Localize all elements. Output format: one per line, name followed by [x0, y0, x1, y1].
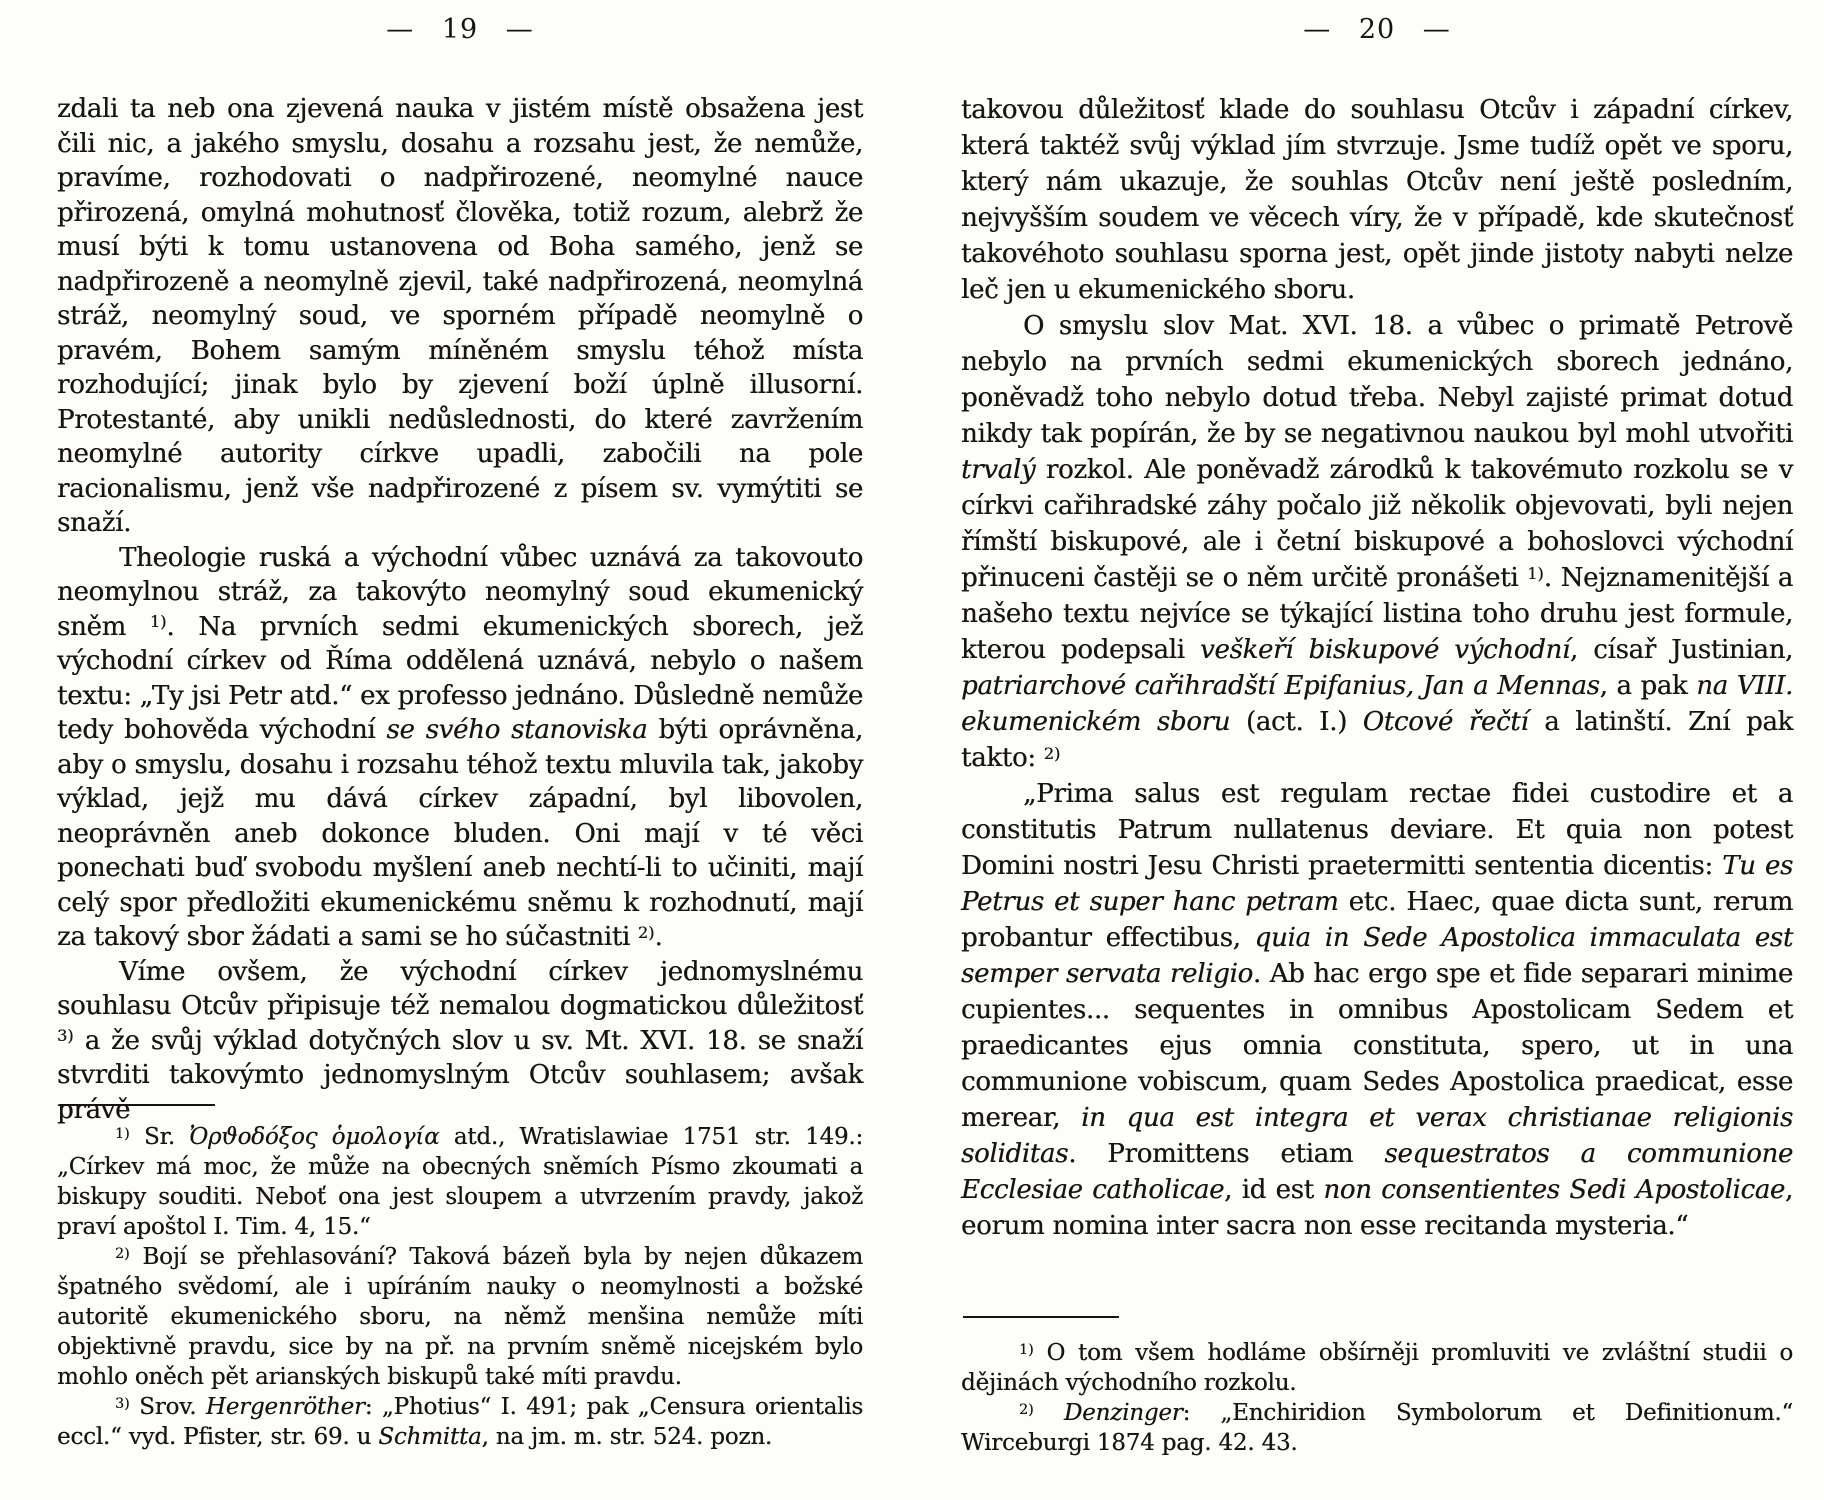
text-run	[1034, 1400, 1064, 1426]
text-run: (act. I.)	[1230, 707, 1363, 737]
text-run: atd., Wratislawiae 1751 str. 149.: „Církev má moc, že může na obecných sněmích Písmo zkoumati a biskupy souditi. Neboť ona jest sloupem a utvrzením pravdy, jakož praví apoštol I. Tim. 4, 15.“	[57, 1124, 863, 1240]
paragraph	[961, 92, 1793, 308]
text-run: zdali ta neb ona zjevená nauka v jistém místě obsažena jest čili nic, a jakého smyslu, dosahu a rozsahu jest, že nemůže, pravíme, rozhodovati o nadpřirozené, neomylné nauce přirozená, omylná mohutnosť člověka, totiž rozum, alebrž že musí býti k tomu ustanovena od Boha samého, jenž se nadpřirozeně a neomylně zjevil, také nadpřirozená, neomylná stráž, neomylný soud, ve sporném případě neomylně o pravém, Bohem samým míněném smyslu téhož místa rozhodující; jinak bylo by zjevení boží úplně illusorní. Protestanté, aby unikli nedůslednosti, do které zavržením neomylné autority církve upadli, zabočili na pole racionalismu, jenž vše nadpřirozené z písem sv. vymýtiti se snaží.	[57, 94, 863, 538]
footnote-ref: 2)	[1043, 743, 1061, 763]
text-run: býti oprávněna, aby o smyslu, dosahu i rozsahu téhož textu mluvila tak, jakoby výklad, jejž mu dává církev západní, byl libovolen, neoprávněn aneb dokonce bluden. Oni mají v té věci ponechati buď svobodu myšlení aneb nechtí-li to učiniti, mají celý spor předložiti ekumenickému sněmu k rozhodnutí, mají za takový sbor žádati a sami se ho súčastniti	[57, 715, 863, 952]
italic-run: Tu es Petrus et super hanc petram	[961, 851, 1793, 917]
footnote-ref: 2)	[637, 922, 655, 942]
text-run: O tom všem hodláme obšírněji promluviti ve zvláštní studii o dějinách východního rozkolu.	[961, 1340, 1793, 1396]
footnote-ref: 2)	[115, 1245, 130, 1262]
italic-run: sequestratos a communione Ecclesiae catholicae	[961, 1139, 1793, 1205]
text-run: : „Photius“ I. 491; pak „Censura orientalis eccl.“ vyd. Pfister, str. 69. u	[57, 1394, 863, 1450]
footnote-separator	[963, 1316, 1119, 1318]
text-run: takovou důležitosť klade do souhlasu Otcův i západní církev, která taktéž svůj výklad jím stvrzuje. Jsme tudíž opět ve sporu, který nám ukazuje, že souhlas Otcův není ještě posledním, nejvyšším soudem ve věcech víry, že v případě, kde skutečnosť takovéhoto souhlasu sporna jest, opět jinde jistoty nabyti nelze leč jen u ekumenického sboru.	[961, 95, 1793, 305]
footnote	[57, 1242, 863, 1392]
text-run: a že svůj výklad dotyčných slov u sv. Mt. XVI. 18. se snaží stvrditi takovýmto jednomyslným Otcův souhlasem; avšak právě	[57, 1025, 863, 1125]
page-body-text	[961, 92, 1793, 1244]
footnote-ref: 1)	[1019, 1341, 1034, 1358]
text-run: a latinští. Zní pak takto:	[961, 707, 1794, 773]
italic-run: Schmitta	[378, 1424, 482, 1450]
page-19	[57, 0, 863, 1500]
footnote	[57, 1392, 863, 1452]
italic-run: na VIII. ekumenickém sboru	[961, 671, 1794, 737]
text-run: , eorum nomina inter sacra non esse recitanda mysteria.“	[961, 1175, 1793, 1241]
paragraph	[961, 308, 1793, 776]
page-20	[961, 0, 1793, 1500]
footnote-separator	[59, 1104, 215, 1106]
text-run: .	[654, 922, 663, 952]
text-run: , na jm. m. str. 524. pozn.	[481, 1424, 773, 1450]
text-run: , id est	[1224, 1175, 1324, 1205]
text-run: O smyslu slov Mat. XVI. 18. a vůbec o primatě Petrově nebylo na prvních sedmi ekumenických sborech jednáno, poněvadž toho nebylo dotud třeba. Nebyl zajisté primat dotud nikdy tak popírán, že by se negativnou naukou byl mohl utvořiti	[961, 311, 1793, 449]
footnote-ref: 1)	[115, 1125, 130, 1142]
italic-run: trvalý	[961, 455, 1036, 485]
italic-run: non consentientes Sedi Apostolicae	[1323, 1175, 1786, 1205]
text-run: . Ab hac ergo spe et fide separari minime cupientes... sequentes in omnibus Apostolicam Sedem et praedicantes ejus omnia constituta, spero, ut in una communione vobiscum, quam Sedes Apostolica praedicat, esse merear,	[961, 959, 1793, 1133]
text-run: rozkol. Ale poněvadž zárodků k takovémuto rozkolu se v církvi cařihradské záhy počalo již několik objevovati, byli nejen římští biskupové, ale i četní biskupové a bohoslovci východní přinuceni častěji se o něm určitě pronášeti	[961, 455, 1793, 593]
italic-run: Ὀρϑοδόξος ὁμολογία	[189, 1124, 440, 1150]
footnotes-section	[57, 1122, 863, 1452]
text-run: Sr.	[129, 1124, 190, 1150]
footnote-ref: 3)	[57, 1026, 74, 1046]
text-run: . Promittens etiam	[1068, 1139, 1385, 1169]
text-run: Víme ovšem, že východní církev jednomyslnému souhlasu Otcův připisuje též nemalou dogmatickou důležitosť	[57, 956, 863, 1021]
footnote-ref: 2)	[1019, 1401, 1034, 1418]
text-run: . Nejznamenitější a našeho textu nejvíce se týkající listina toho druhu jest formule, kterou podepsali	[961, 563, 1793, 665]
footnote	[57, 1122, 863, 1242]
page-body-text	[57, 92, 863, 1127]
paragraph	[57, 541, 863, 955]
italic-run: quia in Sede Apostolica immaculata est semper servata religio	[961, 923, 1793, 989]
text-run: : „Enchiridion Symbolorum et Definitionum.“ Wirceburgi 1874 pag. 42. 43.	[961, 1400, 1793, 1456]
text-run: , a pak	[1599, 671, 1697, 701]
text-run: Bojí se přehlasování? Taková bázeň byla by nejen důkazem špatného svědomí, ale i upíráním nauky o neomylnosti a božské autoritě ekumenického sboru, na němž menšina nemůže míti objektivně pravdu, sice by na př. na prvním sněmě nicejském bylo mohlo oněch pět arianských biskupů také míti pravdu.	[57, 1244, 863, 1390]
paragraph	[57, 92, 863, 541]
italic-run: Hergenröther	[205, 1394, 365, 1420]
text-run: etc. Haec, quae dicta sunt, rerum probantur effectibus,	[961, 887, 1794, 953]
text-run: . Na prvních sedmi ekumenických sborech, jež východní církev od Říma oddělená uznává, nebylo o našem textu: „Ty jsi Petr atd.“ ex professo jednáno. Důsledně nemůže tedy bohověda východní	[57, 611, 863, 745]
text-run: Srov.	[129, 1394, 206, 1420]
italic-run: patriarchové cařihradští Epifanius, Jan a Mennas	[961, 671, 1600, 701]
footnote	[961, 1398, 1793, 1458]
footnote-ref: 1)	[1527, 563, 1544, 583]
footnote-ref: 1)	[149, 612, 167, 632]
text-run: „Prima salus est regulam rectae fidei custodire et a constitutis Patrum nullatenus deviare. Et quia non potest Domini nostri Jesu Christi praetermitti sententia dicentis:	[961, 779, 1793, 881]
footnote	[961, 1338, 1793, 1398]
page-number-header: — 20 —	[1303, 14, 1451, 45]
text-run: Theologie ruská a východní vůbec uznává za takovouto neomylnou stráž, za takovýto neomylný soud ekumenický sněm	[57, 542, 863, 642]
text-run: , císař Justinian,	[1569, 635, 1793, 665]
page-number-header: — 19 —	[386, 14, 534, 45]
italic-run: se svého stanoviska	[386, 715, 648, 745]
italic-run: in qua est integra et verax christianae religionis soliditas	[961, 1103, 1793, 1169]
italic-run: veškeří biskupové východní	[1199, 635, 1570, 665]
paragraph	[961, 776, 1793, 1244]
paragraph	[57, 955, 863, 1128]
italic-run: Otcové řečtí	[1362, 707, 1529, 737]
italic-run: Denzinger	[1063, 1400, 1183, 1426]
footnote-ref: 3)	[115, 1395, 130, 1412]
footnotes-section	[961, 1338, 1793, 1458]
